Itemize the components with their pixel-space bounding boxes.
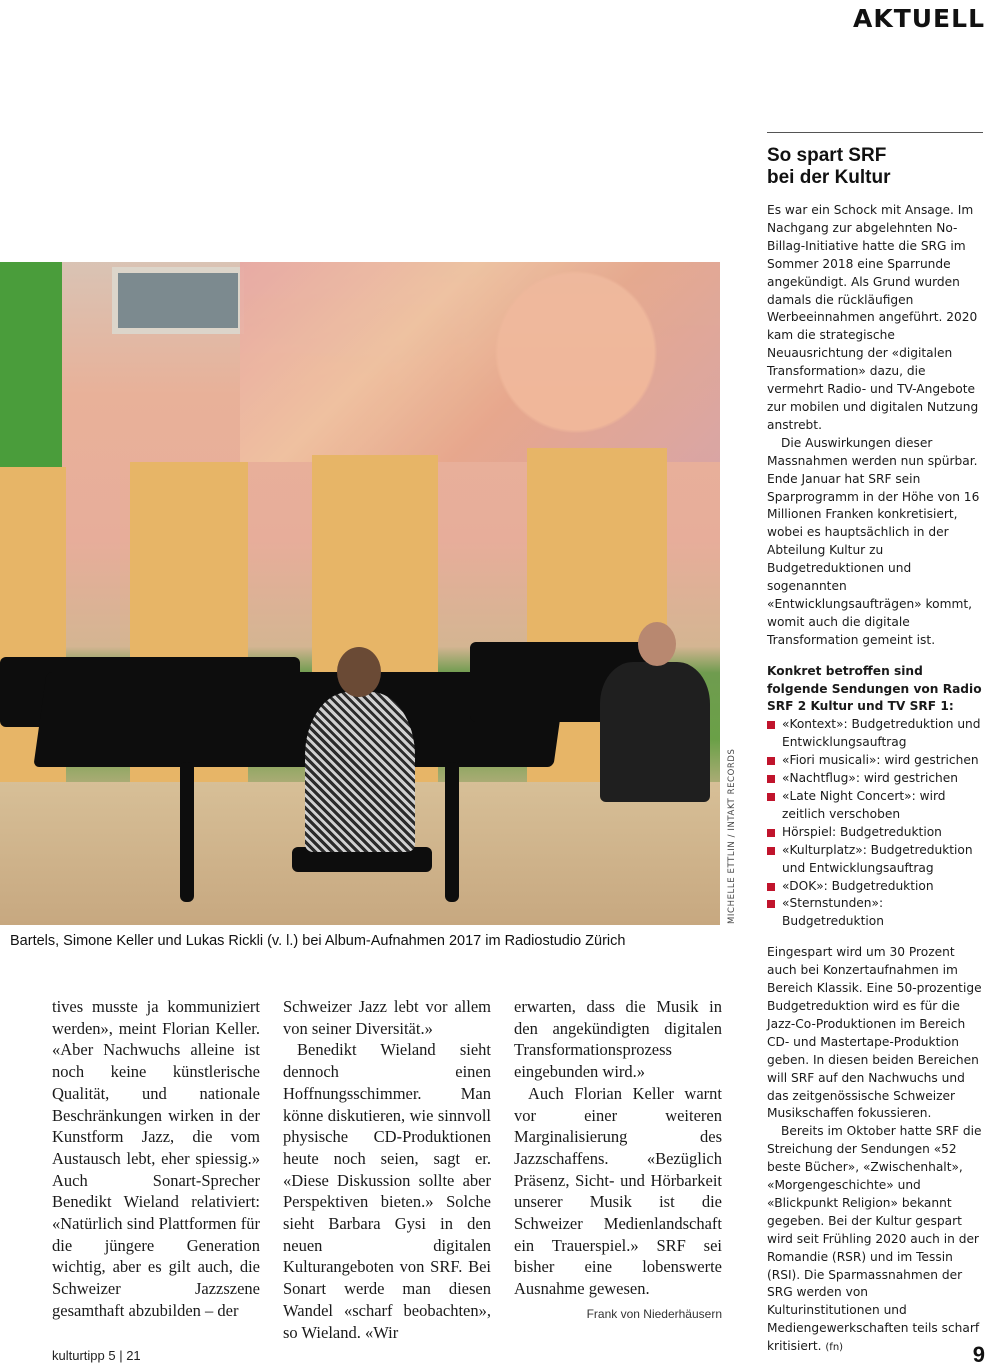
sidebar-box (767, 132, 983, 1357)
list-item-text: «Late Night Concert»: wird zeitlich verschoben (782, 789, 946, 821)
paragraph: tives musste ja kommuniziert werden», meint Florian Keller. «Aber Nachwuchs alleine ist noch keine künstlerische Qualität, und nationale Beschränkungen wirken in der Kunstform Jazz, die vom Austausch lebt, eher spiessig.» Auch Sonart-Sprecher Benedikt Wieland relativiert: «Natürlich sind Plattformen für die jüngere Generation wichtig, aber es gilt auch, die Schweizer Jazzszene gesamthaft abzubilden – der (52, 997, 260, 1320)
bullet-square-icon (767, 883, 775, 891)
list-item (767, 878, 983, 896)
sidebar-list-lead: Konkret betroffen sind folgende Sendungen von Radio SRF 2 Kultur und TV SRF 1: (767, 663, 982, 714)
list-item (767, 752, 983, 770)
photo-pianist (305, 692, 415, 852)
sidebar-rule (767, 132, 983, 133)
sidebar-title (767, 145, 983, 189)
author-byline: Frank von Niederhäusern (586, 1306, 722, 1321)
bullet-square-icon (767, 900, 775, 908)
bullet-square-icon (767, 847, 775, 855)
bullet-square-icon (767, 775, 775, 783)
page-number: 9 (972, 1342, 985, 1367)
photo-mural (240, 262, 720, 462)
author-tag: (fn) (825, 1342, 844, 1354)
paragraph: Auch Florian Keller warnt vor einer weiteren Marginalisierung des Jazzschaffens. «Bezüglich Präsenz, Sicht- und Hörbarkeit unserer Musik ist die Schweizer Medienlandschaft ein Trauerspiel.» SRF sei bisher eine lobenswerte Ausnahme gewesen. (514, 1083, 722, 1299)
list-item-text: «Sternstunden»: Budgetreduktion (782, 896, 884, 929)
article-column-2 (283, 996, 491, 1343)
photo-caption: Bartels, Simone Keller und Lukas Rickli (v. l.) bei Album-Aufnahmen 2017 im Radiostudio Zürich (10, 933, 626, 949)
list-item-text: Hörspiel: Budgetreduktion (782, 824, 942, 839)
paragraph: Schweizer Jazz lebt vor allem von seiner Diversität.» (283, 997, 491, 1038)
article-column-3 (514, 996, 722, 1326)
sidebar-paragraph: Es war ein Schock mit Ansage. Im Nachgang zur abgelehnten No-Billag-Initiative hatte die SRG im Sommer 2018 eine Sparrunde angekündigt. Als Grund wurden damals die rückläufigen Werbeeinnahmen angeführt. 2020 kam die strategische Neuausrichtung der «digitalen Transformation» dazu, die vermehrt Radio- und TV-Angebote zur mobilen und digitalen Nutzung anstrebt. (767, 203, 979, 432)
sidebar-paragraph-text: Bereits im Oktober hatte SRF die Streichung der Sendungen «52 beste Bücher», «Zwischenhalt», «Morgengeschichte» und «Blickpunkt Religion» bekannt gegeben. Bei der Kultur gespart wird seit Frühling 2020 auch in der Romandie (RSR) und im Tessin (RSI). Die Sparmassnahmen der SRG werden von Kulturinstitutionen und Mediengewerkschaften teils scharf kritisiert. (767, 1124, 982, 1354)
photo-credit: MICHELLE ETTLIN / INTAKT RECORDS (727, 748, 737, 924)
sidebar-title-line: bei der Kultur (767, 167, 891, 188)
list-item (767, 770, 983, 788)
photo-piano-leg (180, 762, 194, 902)
sidebar-paragraph: Eingespart wird um 30 Prozent auch bei Konzertaufnahmen im Bereich Klassik. Eine 50-prozentige Budgetreduktion wird es für die Jazz-Co-Produktionen im Bereich CD- und Mastertape-Produktion geben. In diesen beiden Bereichen will SRF auf den Nachwuchs und das zeitgenössische Schweizer Musikschaffen fokussieren. (767, 945, 982, 1121)
bullet-square-icon (767, 757, 775, 765)
list-item-text: «Kulturplatz»: Budgetreduktion und Entwicklungsauftrag (782, 842, 973, 875)
article-photo (0, 262, 720, 925)
photo-pianist-right (600, 662, 710, 802)
list-item-text: «Nachtflug»: wird gestrichen (782, 771, 958, 786)
photo-pianist-right-head (638, 622, 676, 666)
list-item (767, 788, 983, 824)
bullet-square-icon (767, 793, 775, 801)
list-item-text: «Fiori musicali»: wird gestrichen (782, 753, 979, 768)
footer-publication: kulturtipp 5 | 21 (52, 1348, 141, 1363)
photo-pianist-head (337, 647, 381, 697)
article-column-1 (52, 996, 260, 1322)
photo-studio-window (112, 267, 244, 334)
sidebar-title-line: So spart SRF (767, 145, 887, 166)
sidebar-paragraph (767, 1123, 983, 1357)
list-item (767, 716, 983, 752)
list-item (767, 895, 983, 931)
list-item-text: «Kontext»: Budgetreduktion und Entwicklungsauftrag (782, 717, 981, 750)
bullet-square-icon (767, 721, 775, 729)
sidebar-list (767, 716, 983, 931)
sidebar-paragraph: Die Auswirkungen dieser Massnahmen werden nun spürbar. Ende Januar hat SRF sein Sparprogramm in der Höhe von 16 Millionen Franken konkretisiert, wobei es hauptsächlich in der Abteilung Kultur zu Budgetreduktionen und sogenannten «Entwicklungsaufträgen» kommt, womit auch die digitale Transformation gemeint ist. (767, 435, 980, 647)
list-item-text: «DOK»: Budgetreduktion (782, 878, 934, 893)
section-label: AKTUELL (852, 4, 985, 33)
list-item (767, 842, 983, 878)
bullet-square-icon (767, 829, 775, 837)
photo-piano-leg (445, 762, 459, 902)
paragraph: erwarten, dass die Musik in den angekündigten digitalen Transformationsprozess eingebunden wird.» (514, 997, 722, 1082)
paragraph: Benedikt Wieland sieht dennoch einen Hoffnungsschimmer. Man könne diskutieren, wie sinnvoll physische CD-Produktionen heute noch seien, sagt er. «Diese Diskussion sollte aber Perspektiven bieten.» Solche sieht Barbara Gysi in den neuen digitalen Kulturangeboten von SRF. Bei Sonart werde man diesen Wandel «scharf beobachten», so Wieland. «Wir (283, 1040, 491, 1342)
list-item (767, 824, 983, 842)
